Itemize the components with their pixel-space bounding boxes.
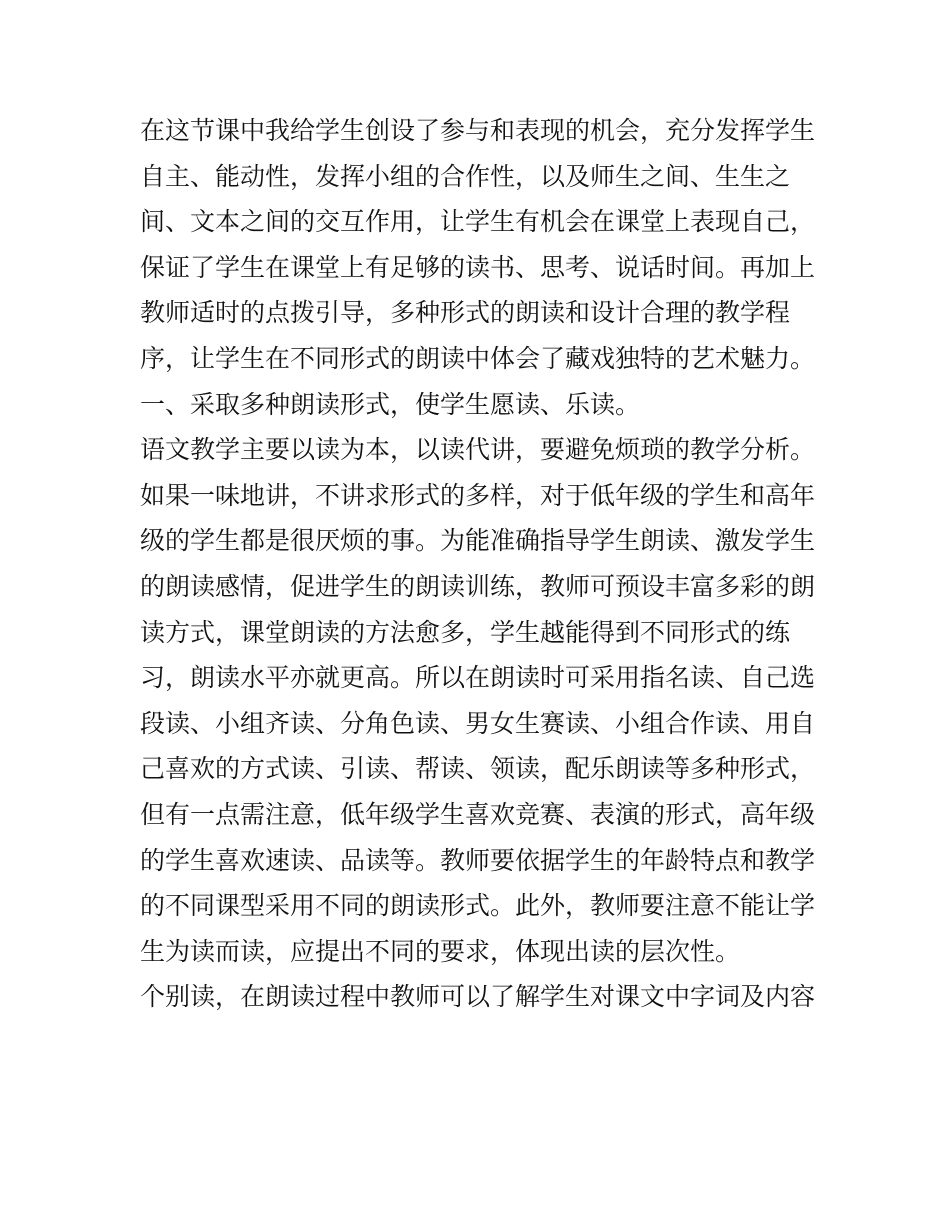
text-line-10: 级的学生都是很厌烦的事。为能准确指导学生朗读、激发学生 [140,526,816,556]
text-line-18: 的不同课型采用不同的朗读形式。此外，教师要注意不能让学 [140,891,816,921]
text-line-17: 的学生喜欢速读、品读等。教师要依据学生的年龄特点和教学 [140,845,816,875]
text-line-2: 自主、能动性，发挥小组的合作性，以及师生之间、生生之 [140,161,791,191]
text-line-9: 如果一味地讲，不讲求形式的多样，对于低年级的学生和高年 [140,480,816,510]
text-line-8: 语文教学主要以读为本，以读代讲，要避免烦琐的教学分析。 [140,435,816,465]
text-line-5: 教师适时的点拨引导，多种形式的朗读和设计合理的教学程 [140,298,791,328]
text-line-6: 序，让学生在不同形式的朗读中体会了藏戏独特的艺术魅力。 [140,343,816,373]
text-line-19: 生为读而读，应提出不同的要求，体现出读的层次性。 [140,936,741,966]
text-line-20: 个别读，在朗读过程中教师可以了解学生对课文中字词及内容 [140,982,816,1012]
text-line-15: 己喜欢的方式读、引读、帮读、领读，配乐朗读等多种形式， [140,754,816,784]
text-line-1: 在这节课中我给学生创设了参与和表现的机会，充分发挥学生 [140,116,816,145]
section-heading: 一、采取多种朗读形式，使学生愿读、乐读。 [140,389,641,419]
text-line-12: 读方式，课堂朗读的方法愈多，学生越能得到不同形式的练 [140,617,791,647]
text-line-14: 段读、小组齐读、分角色读、男女生赛读、小组合作读、用自 [140,708,816,738]
text-line-4: 保证了学生在课堂上有足够的读书、思考、说话时间。再加上 [140,252,816,282]
body-text [140,108,820,1020]
text-line-3: 间、文本之间的交互作用，让学生有机会在课堂上表现自己， [140,207,816,237]
text-line-16: 但有一点需注意，低年级学生喜欢竞赛、表演的形式，高年级 [140,799,816,829]
text-line-13: 习，朗读水平亦就更高。所以在朗读时可采用指名读、自己选 [140,663,816,693]
text-line-11: 的朗读感情，促进学生的朗读训练，教师可预设丰富多彩的朗 [140,571,816,601]
